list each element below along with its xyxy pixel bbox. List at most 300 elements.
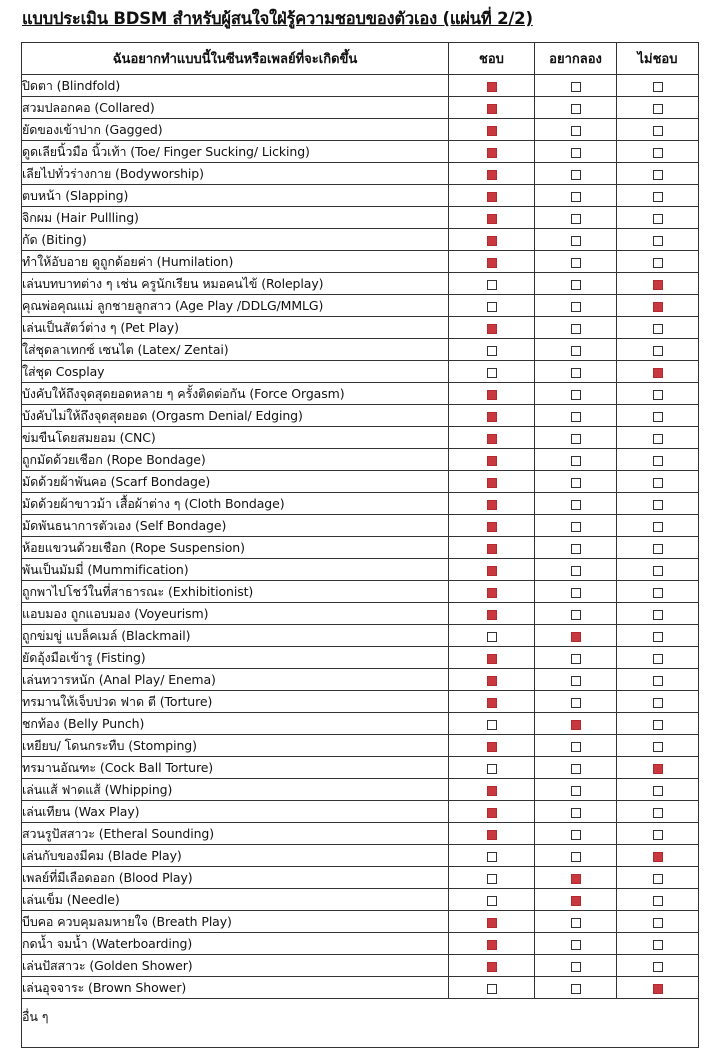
activity-label: บังคับให้ถึงจุดสุดยอดหลาย ๆ ครั้งติดต่อกัน (Force Orgasm) bbox=[22, 383, 449, 405]
table-row bbox=[22, 581, 699, 603]
table-row bbox=[22, 449, 699, 471]
table-row bbox=[22, 141, 699, 163]
activity-label: เล่นเข็ม (Needle) bbox=[22, 889, 449, 911]
table-row bbox=[22, 405, 699, 427]
cell-dislike bbox=[617, 955, 699, 977]
checkbox-dislike[interactable] bbox=[653, 192, 663, 202]
activity-label: บังคับไม่ให้ถึงจุดสุดยอด (Orgasm Denial/ Edging) bbox=[22, 405, 449, 427]
table-row bbox=[22, 713, 699, 735]
checkbox-want-to-try[interactable] bbox=[571, 698, 581, 708]
cell-dislike bbox=[617, 75, 699, 97]
cell-dislike bbox=[617, 647, 699, 669]
checkbox-want-to-try[interactable] bbox=[571, 544, 581, 554]
checkbox-like[interactable] bbox=[487, 808, 497, 818]
activity-label: ยัดอุ้งมือเข้ารู (Fisting) bbox=[22, 647, 449, 669]
checkbox-like[interactable] bbox=[487, 654, 497, 664]
checkbox-like[interactable] bbox=[487, 566, 497, 576]
activity-label: ยัดของเข้าปาก (Gagged) bbox=[22, 119, 449, 141]
checkbox-dislike[interactable] bbox=[653, 390, 663, 400]
page-title: แบบประเมิน BDSM สำหรับผู้สนใจใฝ่รู้ความชอบของตัวเอง (แผ่นที่ 2/2) bbox=[22, 9, 533, 28]
table-row bbox=[22, 933, 699, 955]
checkbox-like[interactable] bbox=[487, 676, 497, 686]
cell-want-to-try bbox=[535, 801, 617, 823]
cell-like bbox=[449, 779, 535, 801]
cell-want-to-try bbox=[535, 845, 617, 867]
table-row bbox=[22, 229, 699, 251]
cell-want-to-try bbox=[535, 537, 617, 559]
cell-like bbox=[449, 559, 535, 581]
cell-want-to-try bbox=[535, 471, 617, 493]
cell-dislike bbox=[617, 229, 699, 251]
cell-want-to-try bbox=[535, 75, 617, 97]
cell-like bbox=[449, 647, 535, 669]
table-row bbox=[22, 207, 699, 229]
checkbox-dislike[interactable] bbox=[653, 170, 663, 180]
cell-dislike bbox=[617, 801, 699, 823]
cell-like bbox=[449, 295, 535, 317]
checkbox-like[interactable] bbox=[487, 170, 497, 180]
other-row bbox=[22, 999, 699, 1048]
checkbox-dislike[interactable] bbox=[653, 632, 663, 642]
table-row bbox=[22, 889, 699, 911]
cell-like bbox=[449, 229, 535, 251]
checkbox-like[interactable] bbox=[487, 368, 497, 378]
cell-like bbox=[449, 823, 535, 845]
cell-want-to-try bbox=[535, 911, 617, 933]
cell-dislike bbox=[617, 845, 699, 867]
checkbox-like[interactable] bbox=[487, 500, 497, 510]
cell-dislike bbox=[617, 251, 699, 273]
checkbox-want-to-try[interactable] bbox=[571, 632, 581, 642]
checkbox-like[interactable] bbox=[487, 852, 497, 862]
activity-label: ตบหน้า (Slapping) bbox=[22, 185, 449, 207]
checkbox-like[interactable] bbox=[487, 522, 497, 532]
cell-dislike bbox=[617, 933, 699, 955]
activity-label: ทรมานให้เจ็บปวด ฟาด ตี (Torture) bbox=[22, 691, 449, 713]
checkbox-dislike[interactable] bbox=[653, 522, 663, 532]
cell-want-to-try bbox=[535, 933, 617, 955]
cell-dislike bbox=[617, 449, 699, 471]
checkbox-like[interactable] bbox=[487, 544, 497, 554]
checkbox-dislike[interactable] bbox=[653, 654, 663, 664]
checkbox-like[interactable] bbox=[487, 896, 497, 906]
table-row bbox=[22, 735, 699, 757]
cell-want-to-try bbox=[535, 779, 617, 801]
cell-like bbox=[449, 845, 535, 867]
cell-dislike bbox=[617, 779, 699, 801]
checkbox-want-to-try[interactable] bbox=[571, 478, 581, 488]
cell-want-to-try bbox=[535, 493, 617, 515]
checkbox-dislike[interactable] bbox=[653, 280, 663, 290]
cell-dislike bbox=[617, 977, 699, 999]
activity-label: เล่นเทียน (Wax Play) bbox=[22, 801, 449, 823]
checkbox-dislike[interactable] bbox=[653, 368, 663, 378]
activity-label: เพลย์ที่มีเลือดออก (Blood Play) bbox=[22, 867, 449, 889]
cell-dislike bbox=[617, 669, 699, 691]
checkbox-want-to-try[interactable] bbox=[571, 786, 581, 796]
cell-want-to-try bbox=[535, 669, 617, 691]
cell-dislike bbox=[617, 185, 699, 207]
table-row bbox=[22, 867, 699, 889]
cell-want-to-try bbox=[535, 889, 617, 911]
checkbox-like[interactable] bbox=[487, 214, 497, 224]
checkbox-want-to-try[interactable] bbox=[571, 588, 581, 598]
checkbox-dislike[interactable] bbox=[653, 346, 663, 356]
activity-label: ใส่ชุดลาเทกซ์ เซนไต (Latex/ Zentai) bbox=[22, 339, 449, 361]
checkbox-like[interactable] bbox=[487, 148, 497, 158]
cell-like bbox=[449, 669, 535, 691]
cell-want-to-try bbox=[535, 977, 617, 999]
cell-like bbox=[449, 361, 535, 383]
activity-label: ถูกข่มขู่ แบล็คเมล์ (Blackmail) bbox=[22, 625, 449, 647]
checkbox-want-to-try[interactable] bbox=[571, 874, 581, 884]
cell-want-to-try bbox=[535, 449, 617, 471]
checkbox-dislike[interactable] bbox=[653, 764, 663, 774]
cell-dislike bbox=[617, 295, 699, 317]
cell-want-to-try bbox=[535, 867, 617, 889]
checkbox-like[interactable] bbox=[487, 632, 497, 642]
cell-want-to-try bbox=[535, 141, 617, 163]
checkbox-dislike[interactable] bbox=[653, 258, 663, 268]
checkbox-dislike[interactable] bbox=[653, 236, 663, 246]
table-row bbox=[22, 779, 699, 801]
activity-label: ดูดเลียนิ้วมือ นิ้วเท้า (Toe/ Finger Sucking/ Licking) bbox=[22, 141, 449, 163]
cell-want-to-try bbox=[535, 515, 617, 537]
table-row bbox=[22, 955, 699, 977]
other-label: อื่น ๆ bbox=[22, 999, 699, 1048]
table-row bbox=[22, 757, 699, 779]
checkbox-like[interactable] bbox=[487, 346, 497, 356]
checkbox-want-to-try[interactable] bbox=[571, 258, 581, 268]
checkbox-like[interactable] bbox=[487, 478, 497, 488]
cell-like bbox=[449, 867, 535, 889]
table-row bbox=[22, 647, 699, 669]
cell-like bbox=[449, 889, 535, 911]
checkbox-dislike[interactable] bbox=[653, 214, 663, 224]
checkbox-dislike[interactable] bbox=[653, 544, 663, 554]
checkbox-dislike[interactable] bbox=[653, 808, 663, 818]
checkbox-want-to-try[interactable] bbox=[571, 918, 581, 928]
checkbox-dislike[interactable] bbox=[653, 830, 663, 840]
checkbox-dislike[interactable] bbox=[653, 126, 663, 136]
checkbox-dislike[interactable] bbox=[653, 148, 663, 158]
checkbox-dislike[interactable] bbox=[653, 456, 663, 466]
checkbox-want-to-try[interactable] bbox=[571, 170, 581, 180]
cell-like bbox=[449, 977, 535, 999]
checkbox-want-to-try[interactable] bbox=[571, 434, 581, 444]
checkbox-dislike[interactable] bbox=[653, 676, 663, 686]
checkbox-dislike[interactable] bbox=[653, 302, 663, 312]
checkbox-dislike[interactable] bbox=[653, 742, 663, 752]
checkbox-like[interactable] bbox=[487, 302, 497, 312]
activity-label: ทำให้อับอาย ดูถูกด้อยค่า (Humilation) bbox=[22, 251, 449, 273]
table-row bbox=[22, 339, 699, 361]
checkbox-like[interactable] bbox=[487, 962, 497, 972]
cell-want-to-try bbox=[535, 361, 617, 383]
checkbox-want-to-try[interactable] bbox=[571, 852, 581, 862]
cell-like bbox=[449, 757, 535, 779]
checkbox-like[interactable] bbox=[487, 82, 497, 92]
cell-dislike bbox=[617, 603, 699, 625]
cell-want-to-try bbox=[535, 163, 617, 185]
checkbox-want-to-try[interactable] bbox=[571, 742, 581, 752]
cell-want-to-try bbox=[535, 185, 617, 207]
cell-dislike bbox=[617, 405, 699, 427]
activity-label: เล่นอุจจาระ (Brown Shower) bbox=[22, 977, 449, 999]
checkbox-want-to-try[interactable] bbox=[571, 456, 581, 466]
cell-want-to-try bbox=[535, 559, 617, 581]
cell-dislike bbox=[617, 317, 699, 339]
cell-dislike bbox=[617, 823, 699, 845]
checkbox-like[interactable] bbox=[487, 698, 497, 708]
checkbox-dislike[interactable] bbox=[653, 786, 663, 796]
cell-want-to-try bbox=[535, 625, 617, 647]
cell-dislike bbox=[617, 471, 699, 493]
checkbox-like[interactable] bbox=[487, 126, 497, 136]
cell-like bbox=[449, 911, 535, 933]
cell-like bbox=[449, 405, 535, 427]
cell-like bbox=[449, 735, 535, 757]
table-header-row bbox=[22, 43, 699, 75]
table-body bbox=[22, 75, 699, 1048]
checkbox-dislike[interactable] bbox=[653, 324, 663, 334]
checkbox-want-to-try[interactable] bbox=[571, 324, 581, 334]
cell-want-to-try bbox=[535, 823, 617, 845]
activity-label: เล่นปัสสาวะ (Golden Shower) bbox=[22, 955, 449, 977]
checkbox-dislike[interactable] bbox=[653, 588, 663, 598]
cell-want-to-try bbox=[535, 691, 617, 713]
cell-want-to-try bbox=[535, 405, 617, 427]
table-row bbox=[22, 691, 699, 713]
cell-want-to-try bbox=[535, 317, 617, 339]
checkbox-want-to-try[interactable] bbox=[571, 984, 581, 994]
checkbox-like[interactable] bbox=[487, 588, 497, 598]
table-row bbox=[22, 537, 699, 559]
checkbox-dislike[interactable] bbox=[653, 500, 663, 510]
activity-label: บีบคอ ควบคุมลมหายใจ (Breath Play) bbox=[22, 911, 449, 933]
activity-label: เล่นบทบาทต่าง ๆ เช่น ครูนักเรียน หมอคนไข้ (Roleplay) bbox=[22, 273, 449, 295]
checkbox-want-to-try[interactable] bbox=[571, 808, 581, 818]
cell-like bbox=[449, 163, 535, 185]
table-row bbox=[22, 559, 699, 581]
checkbox-like[interactable] bbox=[487, 258, 497, 268]
activity-label: ข่มขืนโดยสมยอม (CNC) bbox=[22, 427, 449, 449]
table-row bbox=[22, 603, 699, 625]
checkbox-want-to-try[interactable] bbox=[571, 126, 581, 136]
table-row bbox=[22, 801, 699, 823]
checkbox-want-to-try[interactable] bbox=[571, 192, 581, 202]
checkbox-like[interactable] bbox=[487, 236, 497, 246]
activity-label: ห้อยแขวนด้วยเชือก (Rope Suspension) bbox=[22, 537, 449, 559]
checkbox-want-to-try[interactable] bbox=[571, 148, 581, 158]
table-row bbox=[22, 361, 699, 383]
checkbox-want-to-try[interactable] bbox=[571, 82, 581, 92]
checkbox-dislike[interactable] bbox=[653, 896, 663, 906]
checkbox-dislike[interactable] bbox=[653, 852, 663, 862]
table-row bbox=[22, 471, 699, 493]
activity-label: จิกผม (Hair Pullling) bbox=[22, 207, 449, 229]
table-row bbox=[22, 75, 699, 97]
checkbox-dislike[interactable] bbox=[653, 478, 663, 488]
cell-like bbox=[449, 581, 535, 603]
checkbox-dislike[interactable] bbox=[653, 940, 663, 950]
checkbox-want-to-try[interactable] bbox=[571, 830, 581, 840]
checkbox-like[interactable] bbox=[487, 764, 497, 774]
cell-dislike bbox=[617, 559, 699, 581]
cell-like bbox=[449, 691, 535, 713]
checkbox-like[interactable] bbox=[487, 192, 497, 202]
cell-dislike bbox=[617, 691, 699, 713]
checkbox-want-to-try[interactable] bbox=[571, 104, 581, 114]
table-row bbox=[22, 845, 699, 867]
cell-like bbox=[449, 119, 535, 141]
checkbox-dislike[interactable] bbox=[653, 610, 663, 620]
activity-label: เล่นกับของมีคม (Blade Play) bbox=[22, 845, 449, 867]
checkbox-dislike[interactable] bbox=[653, 104, 663, 114]
cell-want-to-try bbox=[535, 119, 617, 141]
cell-dislike bbox=[617, 889, 699, 911]
cell-dislike bbox=[617, 97, 699, 119]
checkbox-dislike[interactable] bbox=[653, 412, 663, 422]
cell-like bbox=[449, 471, 535, 493]
cell-want-to-try bbox=[535, 955, 617, 977]
cell-like bbox=[449, 273, 535, 295]
checkbox-want-to-try[interactable] bbox=[571, 896, 581, 906]
activity-label: มัดด้วยผ้าพันคอ (Scarf Bondage) bbox=[22, 471, 449, 493]
checkbox-want-to-try[interactable] bbox=[571, 280, 581, 290]
cell-like bbox=[449, 493, 535, 515]
activity-label: มัดด้วยผ้าขาวม้า เสื้อผ้าต่าง ๆ (Cloth Bondage) bbox=[22, 493, 449, 515]
checkbox-dislike[interactable] bbox=[653, 82, 663, 92]
column-header-like: ชอบ bbox=[449, 43, 535, 75]
checkbox-dislike[interactable] bbox=[653, 566, 663, 576]
cell-like bbox=[449, 75, 535, 97]
cell-dislike bbox=[617, 383, 699, 405]
table-row bbox=[22, 119, 699, 141]
activity-label: กัด (Biting) bbox=[22, 229, 449, 251]
cell-dislike bbox=[617, 537, 699, 559]
checkbox-want-to-try[interactable] bbox=[571, 522, 581, 532]
table-row bbox=[22, 493, 699, 515]
checkbox-want-to-try[interactable] bbox=[571, 368, 581, 378]
table-row bbox=[22, 669, 699, 691]
activity-label: เล่นแส้ ฟาดแส้ (Whipping) bbox=[22, 779, 449, 801]
activity-label: ถูกมัดด้วยเชือก (Rope Bondage) bbox=[22, 449, 449, 471]
table-row bbox=[22, 295, 699, 317]
checkbox-want-to-try[interactable] bbox=[571, 654, 581, 664]
checkbox-dislike[interactable] bbox=[653, 984, 663, 994]
activity-label: สวมปลอกคอ (Collared) bbox=[22, 97, 449, 119]
checkbox-like[interactable] bbox=[487, 434, 497, 444]
cell-want-to-try bbox=[535, 251, 617, 273]
checkbox-dislike[interactable] bbox=[653, 918, 663, 928]
activity-label: กดน้ำ จมน้ำ (Waterboarding) bbox=[22, 933, 449, 955]
checkbox-want-to-try[interactable] bbox=[571, 940, 581, 950]
cell-dislike bbox=[617, 867, 699, 889]
checkbox-like[interactable] bbox=[487, 984, 497, 994]
table-row bbox=[22, 625, 699, 647]
checkbox-want-to-try[interactable] bbox=[571, 962, 581, 972]
checkbox-like[interactable] bbox=[487, 918, 497, 928]
activity-label: เล่นเป็นสัตว์ต่าง ๆ (Pet Play) bbox=[22, 317, 449, 339]
checkbox-want-to-try[interactable] bbox=[571, 610, 581, 620]
cell-like bbox=[449, 185, 535, 207]
activity-label: มัดพันธนาการตัวเอง (Self Bondage) bbox=[22, 515, 449, 537]
cell-like bbox=[449, 449, 535, 471]
checkbox-like[interactable] bbox=[487, 874, 497, 884]
checkbox-dislike[interactable] bbox=[653, 962, 663, 972]
checkbox-dislike[interactable] bbox=[653, 434, 663, 444]
cell-dislike bbox=[617, 427, 699, 449]
checkbox-dislike[interactable] bbox=[653, 698, 663, 708]
checkbox-like[interactable] bbox=[487, 280, 497, 290]
checkbox-like[interactable] bbox=[487, 610, 497, 620]
checkbox-like[interactable] bbox=[487, 830, 497, 840]
cell-like bbox=[449, 603, 535, 625]
cell-dislike bbox=[617, 713, 699, 735]
checkbox-like[interactable] bbox=[487, 412, 497, 422]
cell-dislike bbox=[617, 339, 699, 361]
preference-table bbox=[21, 42, 699, 1048]
table-row bbox=[22, 515, 699, 537]
cell-dislike bbox=[617, 207, 699, 229]
checkbox-like[interactable] bbox=[487, 390, 497, 400]
activity-label: คุณพ่อคุณแม่ ลูกชายลูกสาว (Age Play /DDLG/MMLG) bbox=[22, 295, 449, 317]
checkbox-dislike[interactable] bbox=[653, 720, 663, 730]
checkbox-want-to-try[interactable] bbox=[571, 500, 581, 510]
checkbox-like[interactable] bbox=[487, 786, 497, 796]
checkbox-want-to-try[interactable] bbox=[571, 566, 581, 576]
cell-like bbox=[449, 207, 535, 229]
cell-dislike bbox=[617, 757, 699, 779]
activity-label: ถูกพาไปโชว์ในที่สาธารณะ (Exhibitionist) bbox=[22, 581, 449, 603]
table-row bbox=[22, 977, 699, 999]
cell-want-to-try bbox=[535, 207, 617, 229]
checkbox-like[interactable] bbox=[487, 720, 497, 730]
checkbox-want-to-try[interactable] bbox=[571, 214, 581, 224]
checkbox-want-to-try[interactable] bbox=[571, 236, 581, 246]
cell-want-to-try bbox=[535, 713, 617, 735]
checkbox-like[interactable] bbox=[487, 940, 497, 950]
cell-want-to-try bbox=[535, 581, 617, 603]
activity-label: เหยียบ/ โดนกระทืบ (Stomping) bbox=[22, 735, 449, 757]
cell-dislike bbox=[617, 493, 699, 515]
checkbox-want-to-try[interactable] bbox=[571, 764, 581, 774]
cell-dislike bbox=[617, 141, 699, 163]
activity-label: ปิดตา (Blindfold) bbox=[22, 75, 449, 97]
checkbox-want-to-try[interactable] bbox=[571, 390, 581, 400]
table-row bbox=[22, 383, 699, 405]
cell-dislike bbox=[617, 515, 699, 537]
checkbox-like[interactable] bbox=[487, 456, 497, 466]
cell-like bbox=[449, 97, 535, 119]
checkbox-like[interactable] bbox=[487, 742, 497, 752]
checkbox-want-to-try[interactable] bbox=[571, 346, 581, 356]
checkbox-like[interactable] bbox=[487, 104, 497, 114]
cell-like bbox=[449, 713, 535, 735]
cell-want-to-try bbox=[535, 339, 617, 361]
checkbox-dislike[interactable] bbox=[653, 874, 663, 884]
table-row bbox=[22, 185, 699, 207]
checkbox-want-to-try[interactable] bbox=[571, 412, 581, 422]
table-row bbox=[22, 273, 699, 295]
checkbox-want-to-try[interactable] bbox=[571, 720, 581, 730]
checkbox-want-to-try[interactable] bbox=[571, 302, 581, 312]
activity-label: เลียไปทั่วร่างกาย (Bodyworship) bbox=[22, 163, 449, 185]
checkbox-like[interactable] bbox=[487, 324, 497, 334]
table-row bbox=[22, 163, 699, 185]
checkbox-want-to-try[interactable] bbox=[571, 676, 581, 686]
